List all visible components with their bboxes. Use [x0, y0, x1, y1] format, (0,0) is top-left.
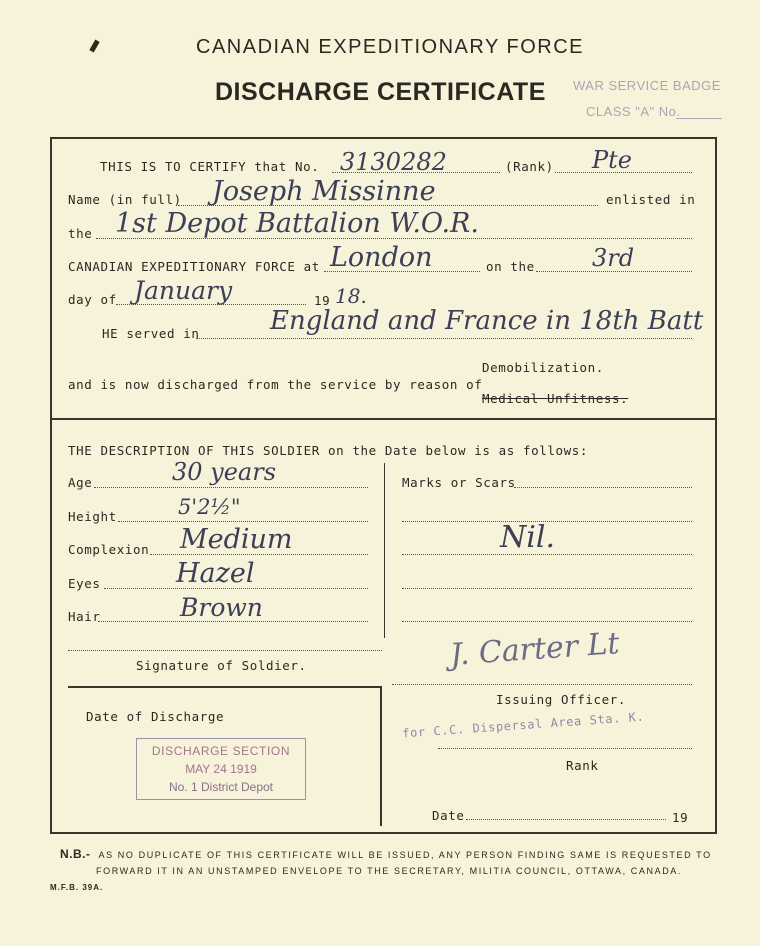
marks-line-5 [402, 621, 692, 622]
on-the-label: on the [486, 259, 535, 274]
hair-value: Brown [180, 593, 263, 622]
marks-line-4 [402, 588, 692, 589]
nb-label: N.B.- [60, 847, 91, 861]
enlisted-label: enlisted in [606, 192, 696, 207]
officer-stamp: for C.C. Dispersal Area Sta. K. [401, 709, 645, 741]
reason-struck: Medical Unfitness. [482, 391, 629, 406]
rank-label: (Rank) [505, 159, 554, 174]
cef-at-label: CANADIAN EXPEDITIONARY FORCE at [68, 259, 320, 274]
marks-line-1 [514, 487, 692, 488]
issuing-officer-label: Issuing Officer. [496, 692, 627, 707]
age-value: 30 years [172, 458, 277, 486]
eyes-label: Eyes [68, 576, 101, 591]
footer-text-1: AS NO DUPLICATE OF THIS CERTIFICATE WILL BE ISSUED, ANY PERSON FINDING SAME IS REQUESTED TO [98, 850, 712, 860]
enlist-month: January [134, 276, 233, 305]
officer-signature: J. Carter Lt [448, 626, 621, 673]
age-label: Age [68, 475, 93, 490]
complexion-label: Complexion [68, 542, 150, 557]
reason-typed: Demobilization. [482, 360, 604, 375]
officer-rank-label: Rank [566, 758, 599, 773]
date-label: Date [432, 808, 465, 823]
the-label: the [68, 226, 93, 241]
complexion-value: Medium [180, 524, 293, 555]
height-label: Height [68, 509, 117, 524]
enlist-day: 3rd [592, 244, 635, 272]
form-number: M.F.B. 39A. [50, 883, 104, 892]
height-line [118, 521, 368, 522]
name-label: Name (in full) [68, 192, 182, 207]
soldier-signature-line [68, 650, 382, 651]
stamp-line-2: MAY 24 1919 [185, 762, 257, 776]
date-line [466, 819, 666, 820]
service-number: 3130282 [340, 148, 447, 176]
badge-line-2: CLASS "A" No. [586, 104, 681, 119]
discharge-date-label: Date of Discharge [86, 709, 225, 724]
date-year: 19 [672, 810, 689, 825]
marks-value: Nil. [500, 520, 555, 555]
description-heading: THE DESCRIPTION OF THIS SOLDIER on the Date below is as follows: [68, 443, 589, 458]
marks-label: Marks or Scars [402, 475, 516, 490]
enlist-year: 18. [335, 284, 367, 308]
served-in-value: England and France in 18th Batt [270, 306, 704, 336]
badge-line-1: WAR SERVICE BADGE [573, 78, 721, 93]
day-of-label: day of [68, 292, 117, 307]
served-line [196, 338, 692, 339]
age-line [94, 487, 368, 488]
discharge-section-stamp [136, 738, 306, 800]
badge-number-line [676, 118, 722, 119]
hair-label: Hair [68, 609, 101, 624]
officer-signature-line [392, 684, 692, 685]
section-divider [52, 418, 715, 420]
rank-value: Pte [592, 146, 632, 174]
document-title: CANADIAN EXPEDITIONARY FORCE [196, 36, 584, 58]
served-in-label: HE served in [102, 326, 200, 341]
year-prefix: 19 [314, 293, 331, 308]
footer-line-1 [60, 847, 712, 861]
stamp-line-1: DISCHARGE SECTION [151, 744, 291, 758]
discharged-text: and is now discharged from the service by reason of [68, 377, 483, 392]
column-divider [384, 463, 385, 638]
certify-label: THIS IS TO CERTIFY that No. [100, 159, 320, 174]
soldier-signature-label: Signature of Soldier. [136, 658, 307, 673]
certificate-title: DISCHARGE CERTIFICATE [215, 78, 546, 106]
eyes-value: Hazel [176, 558, 255, 589]
soldier-name: Joseph Missinne [212, 176, 436, 207]
enlist-place: London [330, 242, 433, 273]
footer-line-2: FORWARD IT IN AN UNSTAMPED ENVELOPE TO THE SECRETARY, MILITIA COUNCIL, OTTAWA, CANADA. [96, 866, 683, 876]
unit-name: 1st Depot Battalion W.O.R. [115, 208, 479, 239]
rank-officer-line [438, 748, 692, 749]
stamp-line-3: No. 1 District Depot [168, 780, 274, 794]
height-value: 5'2½" [178, 495, 241, 519]
